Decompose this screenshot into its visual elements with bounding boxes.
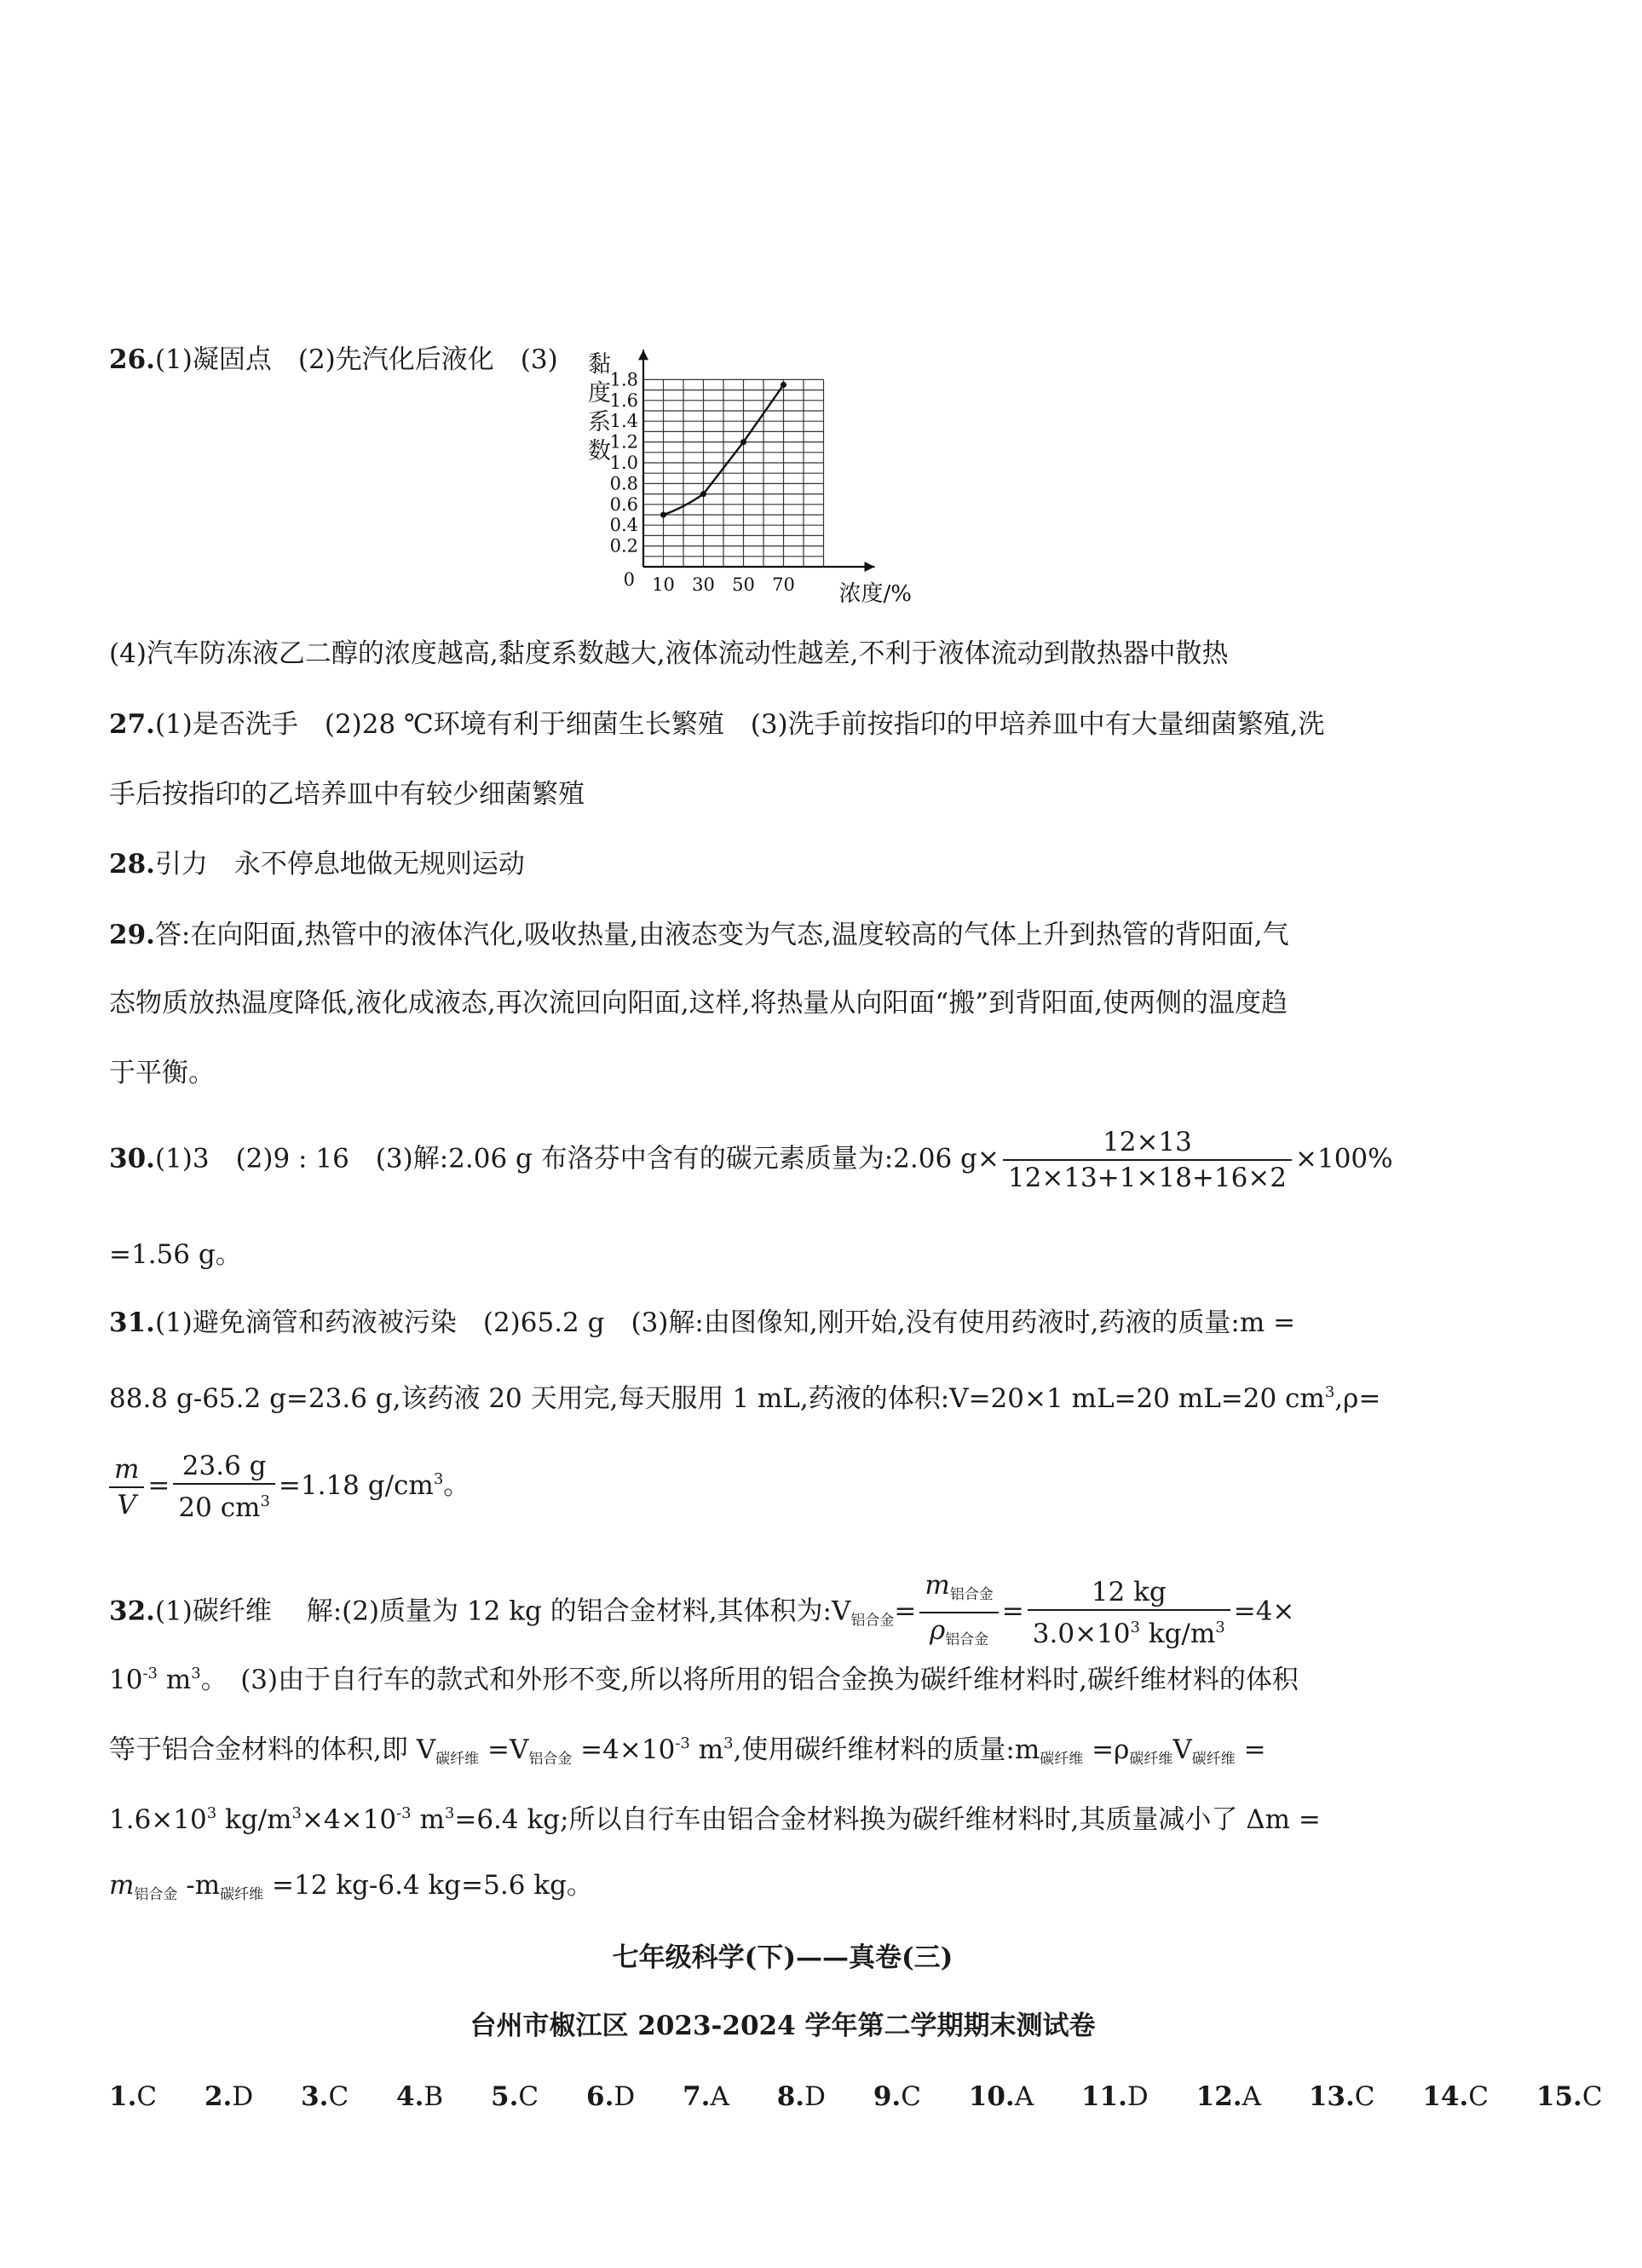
q32-f2-unit-sup: 3 bbox=[1215, 1618, 1225, 1636]
q27-text1: (1)是否洗手 (2)28 ℃环境有利于细菌生长繁殖 (3)洗手前按指印的甲培养皿中有大量细菌繁殖,洗 bbox=[154, 709, 1325, 740]
q32-pre: (1)碳纤维 解:(2)质量为 12 kg 的铝合金材料,其体积为:V bbox=[154, 1596, 851, 1627]
mcq-number: 13. bbox=[1308, 2081, 1355, 2112]
chart-y-tick-label: 0.2 bbox=[609, 535, 638, 557]
chart-x-tick-label: 30 bbox=[692, 574, 715, 595]
mcq-number: 7. bbox=[683, 2081, 711, 2112]
q31-f1-num: m bbox=[114, 1453, 140, 1485]
chart-y-tick-label: 0.6 bbox=[609, 493, 638, 515]
mcq-number: 1. bbox=[109, 2081, 137, 2112]
q30-number: 30. bbox=[109, 1143, 155, 1174]
chart-x-tick-label: 50 bbox=[732, 574, 755, 595]
q32-f2-num: 12 kg bbox=[1091, 1576, 1167, 1607]
mcq-item bbox=[586, 2078, 635, 2115]
q31-text1: (1)避免滴管和药液被污染 (2)65.2 g (3)解:由图像知,刚开始,没有使用药液时,药液的质量:m = bbox=[154, 1307, 1296, 1338]
q31-fraction-mv bbox=[109, 1452, 144, 1522]
mcq-item bbox=[1309, 2078, 1375, 2115]
q28-text: 引力 永不停息地做无规则运动 bbox=[154, 849, 525, 880]
q32-l3f: =ρ bbox=[1083, 1734, 1130, 1765]
q32-f1-num-sub: 铝合金 bbox=[949, 1586, 994, 1603]
mcq-answer: D bbox=[1126, 2081, 1149, 2112]
q32-post: =4× bbox=[1233, 1596, 1295, 1627]
q32-l3b: =V bbox=[479, 1734, 529, 1765]
q26-part4: (4)汽车防冻液乙二醇的浓度越高,黏度系数越大,液体流动性越差,不利于液体流动到散热器中散热 bbox=[109, 638, 1229, 669]
q32-l2b: m bbox=[158, 1665, 192, 1695]
chart-ylabel-char: 度 bbox=[588, 380, 611, 407]
chart-ylabel-char: 系 bbox=[588, 409, 611, 436]
q32-l2a: 10 bbox=[109, 1665, 143, 1695]
q31-fraction-values bbox=[173, 1449, 275, 1525]
q32-l3-sub1: 碳纤维 bbox=[435, 1751, 480, 1768]
q32-l3c: =4×10 bbox=[572, 1734, 676, 1765]
q31-line3 bbox=[109, 1449, 470, 1525]
q32-f1-den-sub: 铝合金 bbox=[945, 1631, 989, 1648]
q30-frac-den: 12×13+1×18+16×2 bbox=[1003, 1159, 1292, 1195]
chart-y-tick-label: 0.4 bbox=[609, 515, 638, 536]
chart-origin-label: 0 bbox=[623, 569, 635, 590]
q32-l4e: =6.4 kg;所以自行车由铝合金材料换为碳纤维材料时,其质量减小了 Δm = bbox=[454, 1804, 1321, 1835]
q32-l5b: -m bbox=[177, 1870, 221, 1901]
q32-l3-sub2: 铝合金 bbox=[528, 1751, 573, 1768]
q31-result: =1.18 g/cm bbox=[278, 1470, 434, 1501]
mcq-answer: A bbox=[710, 2081, 729, 2112]
chart-ylabel-char: 数 bbox=[588, 438, 611, 465]
chart-y-tick-label: 1.6 bbox=[609, 390, 638, 411]
chart-data-point bbox=[660, 512, 666, 518]
q32-number: 32. bbox=[109, 1596, 155, 1627]
q32-line4 bbox=[109, 1795, 1321, 1838]
q32-l3-sub3: 碳纤维 bbox=[1040, 1751, 1084, 1768]
mcq-number: 4. bbox=[396, 2081, 424, 2112]
q31-f2-den: 20 cm bbox=[178, 1492, 261, 1523]
q32-l4-sup4: 3 bbox=[444, 1804, 455, 1822]
mcq-answer: C bbox=[1468, 2081, 1489, 2112]
q26-number: 26. bbox=[109, 344, 155, 375]
mcq-answer: D bbox=[232, 2081, 254, 2112]
chart-x-axis-label: 浓度/% bbox=[838, 581, 912, 607]
mcq-answer: D bbox=[804, 2081, 826, 2112]
mcq-item bbox=[1536, 2078, 1603, 2115]
q32-l4b: kg/m bbox=[216, 1804, 292, 1835]
mcq-item bbox=[491, 2078, 539, 2115]
chart-y-tick-label: 1.8 bbox=[609, 369, 638, 390]
mcq-answer: C bbox=[901, 2081, 921, 2112]
q29-text1: 答:在向阳面,热管中的液体汽化,吸收热量,由液态变为气态,温度较高的气体上升到热管的背阳面,气 bbox=[154, 920, 1289, 950]
mcq-answer: D bbox=[614, 2081, 636, 2112]
chart-x-arrow bbox=[865, 562, 875, 572]
q32-l3g: V bbox=[1172, 1734, 1192, 1765]
q32-l3-sup: -3 bbox=[675, 1734, 690, 1752]
q32-l5a: m bbox=[109, 1870, 135, 1901]
q29-line2: 态物质放热温度降低,液化成液态,再次流回向阳面,这样,将热量从向阳面“搬”到背阳面,使两侧的温度趋 bbox=[109, 988, 1288, 1019]
section-title: 七年级科学(下)——真卷(三) bbox=[612, 1942, 954, 1973]
q32-line5 bbox=[109, 1867, 593, 1913]
mcq-item bbox=[873, 2078, 921, 2115]
mcq-answers bbox=[109, 2078, 1642, 2115]
q30-pre: (1)3 (2)9 : 16 (3)解:2.06 g 布洛芬中含有的碳元素质量为:2.06 g× bbox=[154, 1143, 1000, 1174]
q31-line1 bbox=[109, 1304, 1295, 1342]
mcq-item bbox=[1196, 2078, 1261, 2115]
mcq-item bbox=[301, 2078, 349, 2115]
q31-text2a: 88.8 g-65.2 g=23.6 g,该药液 20 天用完,每天服用 1 mL,药液的体积:V=20×1 mL=20 mL=20 cm bbox=[109, 1383, 1325, 1414]
q31-f1-den: V bbox=[109, 1486, 144, 1522]
q30-post: ×100% bbox=[1295, 1143, 1393, 1174]
mcq-item bbox=[396, 2078, 443, 2115]
q32-l4-sup: 3 bbox=[206, 1804, 217, 1822]
q32-f2-unit: kg/m bbox=[1139, 1618, 1216, 1649]
q32-l4d: m bbox=[411, 1804, 445, 1835]
q32-l2-sup2: 3 bbox=[191, 1665, 201, 1682]
q28-line bbox=[109, 845, 525, 883]
chart-plot bbox=[558, 345, 925, 614]
chart-x-tick-label: 70 bbox=[772, 574, 795, 595]
mcq-number: 3. bbox=[301, 2081, 329, 2112]
chart-y-tick-label: 1.2 bbox=[609, 431, 638, 453]
chart-y-tick-label: 1.4 bbox=[609, 411, 638, 432]
q31-line2 bbox=[109, 1374, 1380, 1417]
q29-number: 29. bbox=[109, 920, 155, 950]
q32-line3 bbox=[109, 1725, 1266, 1778]
q32-eq1: = bbox=[894, 1596, 917, 1627]
mcq-item bbox=[683, 2078, 729, 2115]
chart-data-point bbox=[781, 382, 786, 388]
q27-line1 bbox=[109, 706, 1325, 743]
mcq-answer: C bbox=[328, 2081, 349, 2112]
mcq-number: 8. bbox=[776, 2081, 805, 2112]
mcq-number: 15. bbox=[1535, 2081, 1582, 2112]
chart-y-arrow bbox=[638, 349, 648, 360]
mcq-number: 5. bbox=[491, 2081, 519, 2112]
mcq-number: 14. bbox=[1422, 2081, 1469, 2112]
q31-text2b: ,ρ= bbox=[1334, 1383, 1381, 1414]
viscosity-chart bbox=[558, 345, 925, 614]
q32-eq2: = bbox=[1001, 1596, 1024, 1627]
q32-l3-sub5: 碳纤维 bbox=[1191, 1751, 1236, 1768]
mcq-item bbox=[777, 2078, 826, 2115]
q32-f2-den: 3.0×10 bbox=[1032, 1618, 1131, 1649]
chart-y-tick-label: 0.8 bbox=[609, 473, 638, 494]
q32-f2-den-wrap bbox=[1028, 1609, 1230, 1651]
q32-l4c: ×4×10 bbox=[301, 1804, 397, 1835]
q32-line1 bbox=[109, 1568, 1294, 1657]
q32-l3a: 等于铝合金材料的体积,即 V bbox=[109, 1734, 436, 1765]
mcq-item bbox=[109, 2078, 157, 2115]
mcq-number: 10. bbox=[968, 2081, 1015, 2112]
mcq-item bbox=[1081, 2078, 1149, 2115]
q32-l3e: ,使用碳纤维材料的质量:m bbox=[733, 1734, 1040, 1765]
mcq-item bbox=[205, 2078, 253, 2115]
mcq-item bbox=[969, 2078, 1034, 2115]
q31-end: 。 bbox=[443, 1470, 470, 1501]
mcq-answer: A bbox=[1242, 2081, 1261, 2112]
q32-l3-sup2: 3 bbox=[723, 1734, 734, 1752]
q32-f1-num: m bbox=[925, 1570, 950, 1601]
mcq-answer: C bbox=[136, 2081, 158, 2112]
q31-result-sup: 3 bbox=[433, 1470, 444, 1488]
chart-x-tick-label: 10 bbox=[652, 574, 675, 595]
q32-f2-sup: 3 bbox=[1130, 1618, 1140, 1636]
mcq-number: 11. bbox=[1080, 2081, 1127, 2112]
q32-line2 bbox=[109, 1655, 1299, 1699]
mcq-number: 12. bbox=[1195, 2081, 1242, 2112]
q32-l3d: m bbox=[689, 1734, 724, 1765]
q32-fraction-mrho bbox=[919, 1568, 998, 1657]
q32-f1-den: ρ bbox=[929, 1615, 946, 1646]
q30-frac-num: 12×13 bbox=[1103, 1127, 1192, 1157]
q32-f1-den-wrap bbox=[919, 1612, 998, 1657]
q31-sup: 3 bbox=[1324, 1383, 1335, 1401]
q31-f2-num: 23.6 g bbox=[181, 1451, 267, 1481]
mcq-number: 6. bbox=[586, 2081, 614, 2112]
q31-f2-sup: 3 bbox=[260, 1492, 270, 1510]
q32-f1-num-wrap bbox=[919, 1568, 998, 1612]
q27-number: 27. bbox=[109, 709, 155, 740]
q30-line2: =1.56 g。 bbox=[109, 1239, 242, 1270]
q32-l4-sup2: 3 bbox=[291, 1804, 302, 1822]
q27-line2: 手后按指印的乙培养皿中有较少细菌繁殖 bbox=[109, 779, 585, 810]
mcq-answer: B bbox=[423, 2081, 444, 2112]
chart-data-point bbox=[700, 491, 706, 497]
mcq-answer: C bbox=[1582, 2081, 1603, 2112]
q31-number: 31. bbox=[109, 1307, 155, 1338]
mcq-item bbox=[1422, 2078, 1489, 2115]
q30-line1 bbox=[109, 1125, 1393, 1195]
chart-data-point bbox=[740, 439, 746, 445]
mcq-answer: A bbox=[1014, 2081, 1034, 2112]
mcq-answer: C bbox=[518, 2081, 539, 2112]
q26-line1 bbox=[109, 341, 558, 378]
q32-l2c: 。 (3)由于自行车的款式和外形不变,所以将所用的铝合金换为碳纤维材料时,碳纤维材料的体积 bbox=[200, 1665, 1299, 1695]
q32-l3h: = bbox=[1235, 1734, 1266, 1765]
q32-l5-sub2: 碳纤维 bbox=[220, 1886, 264, 1903]
chart-ylabel-char: 黏 bbox=[588, 351, 611, 378]
q32-l4a: 1.6×10 bbox=[109, 1804, 207, 1835]
q32-l4-sup3: -3 bbox=[396, 1804, 412, 1822]
q30-fraction bbox=[1003, 1125, 1292, 1195]
q32-l2-sup: -3 bbox=[142, 1665, 158, 1682]
q32-fraction-values bbox=[1028, 1575, 1230, 1651]
q32-sub: 铝合金 bbox=[850, 1612, 895, 1630]
mcq-answer: C bbox=[1354, 2081, 1375, 2112]
q31-f2-den-wrap bbox=[173, 1483, 275, 1525]
q29-line1 bbox=[109, 916, 1289, 954]
q32-l3-sub4: 碳纤维 bbox=[1129, 1751, 1173, 1768]
q32-l5-sub1: 铝合金 bbox=[134, 1886, 178, 1903]
q31-eq: = bbox=[147, 1470, 170, 1501]
q26-parts: (1)凝固点 (2)先汽化后液化 (3) bbox=[154, 344, 558, 375]
mcq-number: 9. bbox=[873, 2081, 902, 2112]
mcq-number: 2. bbox=[204, 2081, 233, 2112]
q29-line3: 于平衡。 bbox=[109, 1058, 215, 1088]
q28-number: 28. bbox=[109, 849, 155, 880]
chart-y-tick-label: 1.0 bbox=[609, 453, 638, 473]
section-subtitle: 台州市椒江区 2023-2024 学年第二学期期末测试卷 bbox=[470, 2011, 1096, 2041]
q32-l5c: =12 kg-6.4 kg=5.6 kg。 bbox=[263, 1870, 593, 1901]
